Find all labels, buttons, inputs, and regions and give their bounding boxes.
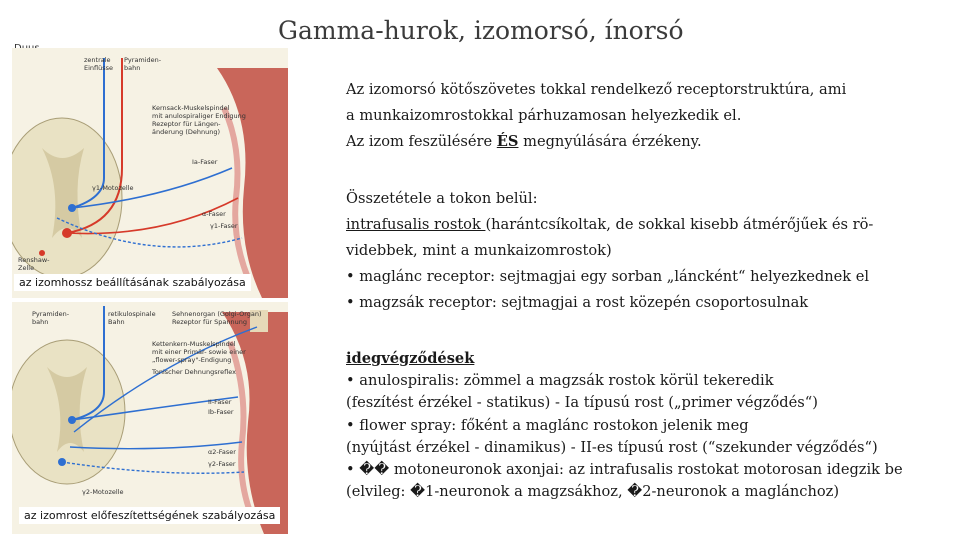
intro-line-3-post: megnyúlására érzékeny. [518, 133, 702, 150]
composition-section [346, 186, 873, 316]
label-bahn: bahn [124, 64, 141, 72]
label-renshaw-2: Zelle [18, 264, 35, 272]
figure-muscle-pretension-regulation [12, 302, 288, 534]
label-ii-faser: II-Faser [208, 398, 232, 406]
label-tonisch: Tonischer Dehnungsreflex [152, 368, 236, 376]
caption-bottom-figure: az izomrost előfeszítettségének szabályozása [19, 507, 280, 524]
label-reticulo: retikulospinale [108, 310, 156, 318]
figure-bottom-diagram [12, 302, 288, 534]
intro-paragraph [346, 77, 846, 155]
label-bahn-2: bahn [32, 318, 49, 326]
label-alpha2-faser: α2-Faser [208, 448, 236, 456]
muscle-body [217, 68, 288, 298]
nerve-line-6: (elvileg: �1-neuronok a magzsákhoz, �2-neuronok a maglánchoz) [346, 483, 840, 501]
label-spindel-1: Kernsack-Muskelspindel [152, 104, 230, 112]
caption-top-figure: az izomhossz beállításának szabályozása [14, 274, 251, 291]
intro-line-3-pre: Az izom feszülésére [346, 133, 497, 150]
label-gamma2-faser: γ2-Faser [208, 460, 236, 468]
intrafusal-term: intrafusalis rostok [346, 216, 486, 233]
label-einfluesse: Einflüsse [84, 64, 114, 72]
gamma-motor-cell [68, 204, 76, 212]
label-zentrale: zentrale [84, 56, 111, 64]
nerve-line-1: • anulospiralis: zömmel a magzsák rostok körül tekeredik [346, 372, 774, 390]
label-kettenkern-1: Kettenkern-Muskelspindel [152, 340, 236, 348]
label-renshaw-1: Renshaw- [18, 256, 50, 264]
label-spindel-2: mit anulospiraliger Endigung [152, 112, 246, 120]
label-ia-faser: Ia-Faser [192, 158, 218, 166]
label-kettenkern-3: „flower-spray"-Endigung [152, 356, 232, 364]
nerve-line-4: (nyújtást érzékel - dinamikus) - II-es típusú rost (“szekunder végződés“) [346, 438, 878, 456]
nerve-endings-section [346, 348, 903, 503]
intro-line-2: a munkaizomrostokkal párhuzamosan helyezkedik el. [346, 107, 742, 124]
nerve-line-3: • flower spray: főként a maglánc rostokon jelenik meg [346, 416, 749, 434]
intro-line-3 [346, 129, 846, 155]
composition-heading: Összetétele a tokon belül: [346, 190, 538, 207]
label-ib-faser: Ib-Faser [208, 408, 234, 416]
intrafusal-line [346, 212, 873, 238]
nerve-endings-heading: idegvégződések [346, 350, 475, 367]
label-reticulo-2: Bahn [108, 318, 125, 326]
label-spindel-3: Rezeptor für Längen- [152, 120, 221, 128]
bullet-nuclear-chain: • maglánc receptor: sejtmagjai egy sorban „láncként“ helyezkednek el [346, 268, 870, 285]
label-pyramiden-2: Pyramiden- [32, 310, 70, 318]
gamma2-motor-cell [58, 458, 66, 466]
nerve-line-2: (feszítést érzékel - statikus) - Ia típusú rost („primer végződés“) [346, 394, 818, 412]
label-gamma1-faser: γ1-Faser [210, 222, 238, 230]
intrafusal-desc-cont: videbbek, mint a munkaizomrostok) [346, 242, 612, 259]
slide-title: Gamma-hurok, izomorsó, ínorsó [278, 16, 684, 45]
label-sehne-2: Rezeptor für Spannung [172, 318, 248, 326]
nerve-line-5: • �� motoneuronok axonjai: az intrafusalis rostokat motorosan idegzik be [346, 461, 903, 479]
label-pyramiden: Pyramiden- [124, 56, 162, 64]
alpha-motor-cell [62, 228, 72, 238]
intro-line-1: Az izomorsó kötőszövetes tokkal rendelkező receptorstruktúra, ami [346, 81, 847, 98]
label-alpha-faser: α-Faser [202, 210, 226, 218]
interneuron [68, 416, 76, 424]
intrafusal-desc: (harántcsíkoltak, de sokkal kisebb átmérőjűek és rö- [485, 216, 874, 233]
intro-emphasis: ÉS [496, 133, 519, 150]
label-spindel-4: änderung (Dehnung) [152, 128, 221, 136]
label-gamma2-motozelle: γ2-Motozelle [82, 488, 124, 496]
label-kettenkern-2: mit einer Primär- sowie einer [152, 348, 246, 356]
label-gamma1-motozelle: γ1-Motozelle [92, 184, 134, 192]
figure-muscle-length-regulation [12, 48, 288, 298]
label-sehne-1: Sehnenorgan (Golgi-Organ) [172, 310, 262, 318]
bullet-nuclear-bag: • magzsák receptor: sejtmagjai a rost közepén csoportosulnak [346, 294, 809, 311]
figure-top-diagram [12, 48, 288, 298]
